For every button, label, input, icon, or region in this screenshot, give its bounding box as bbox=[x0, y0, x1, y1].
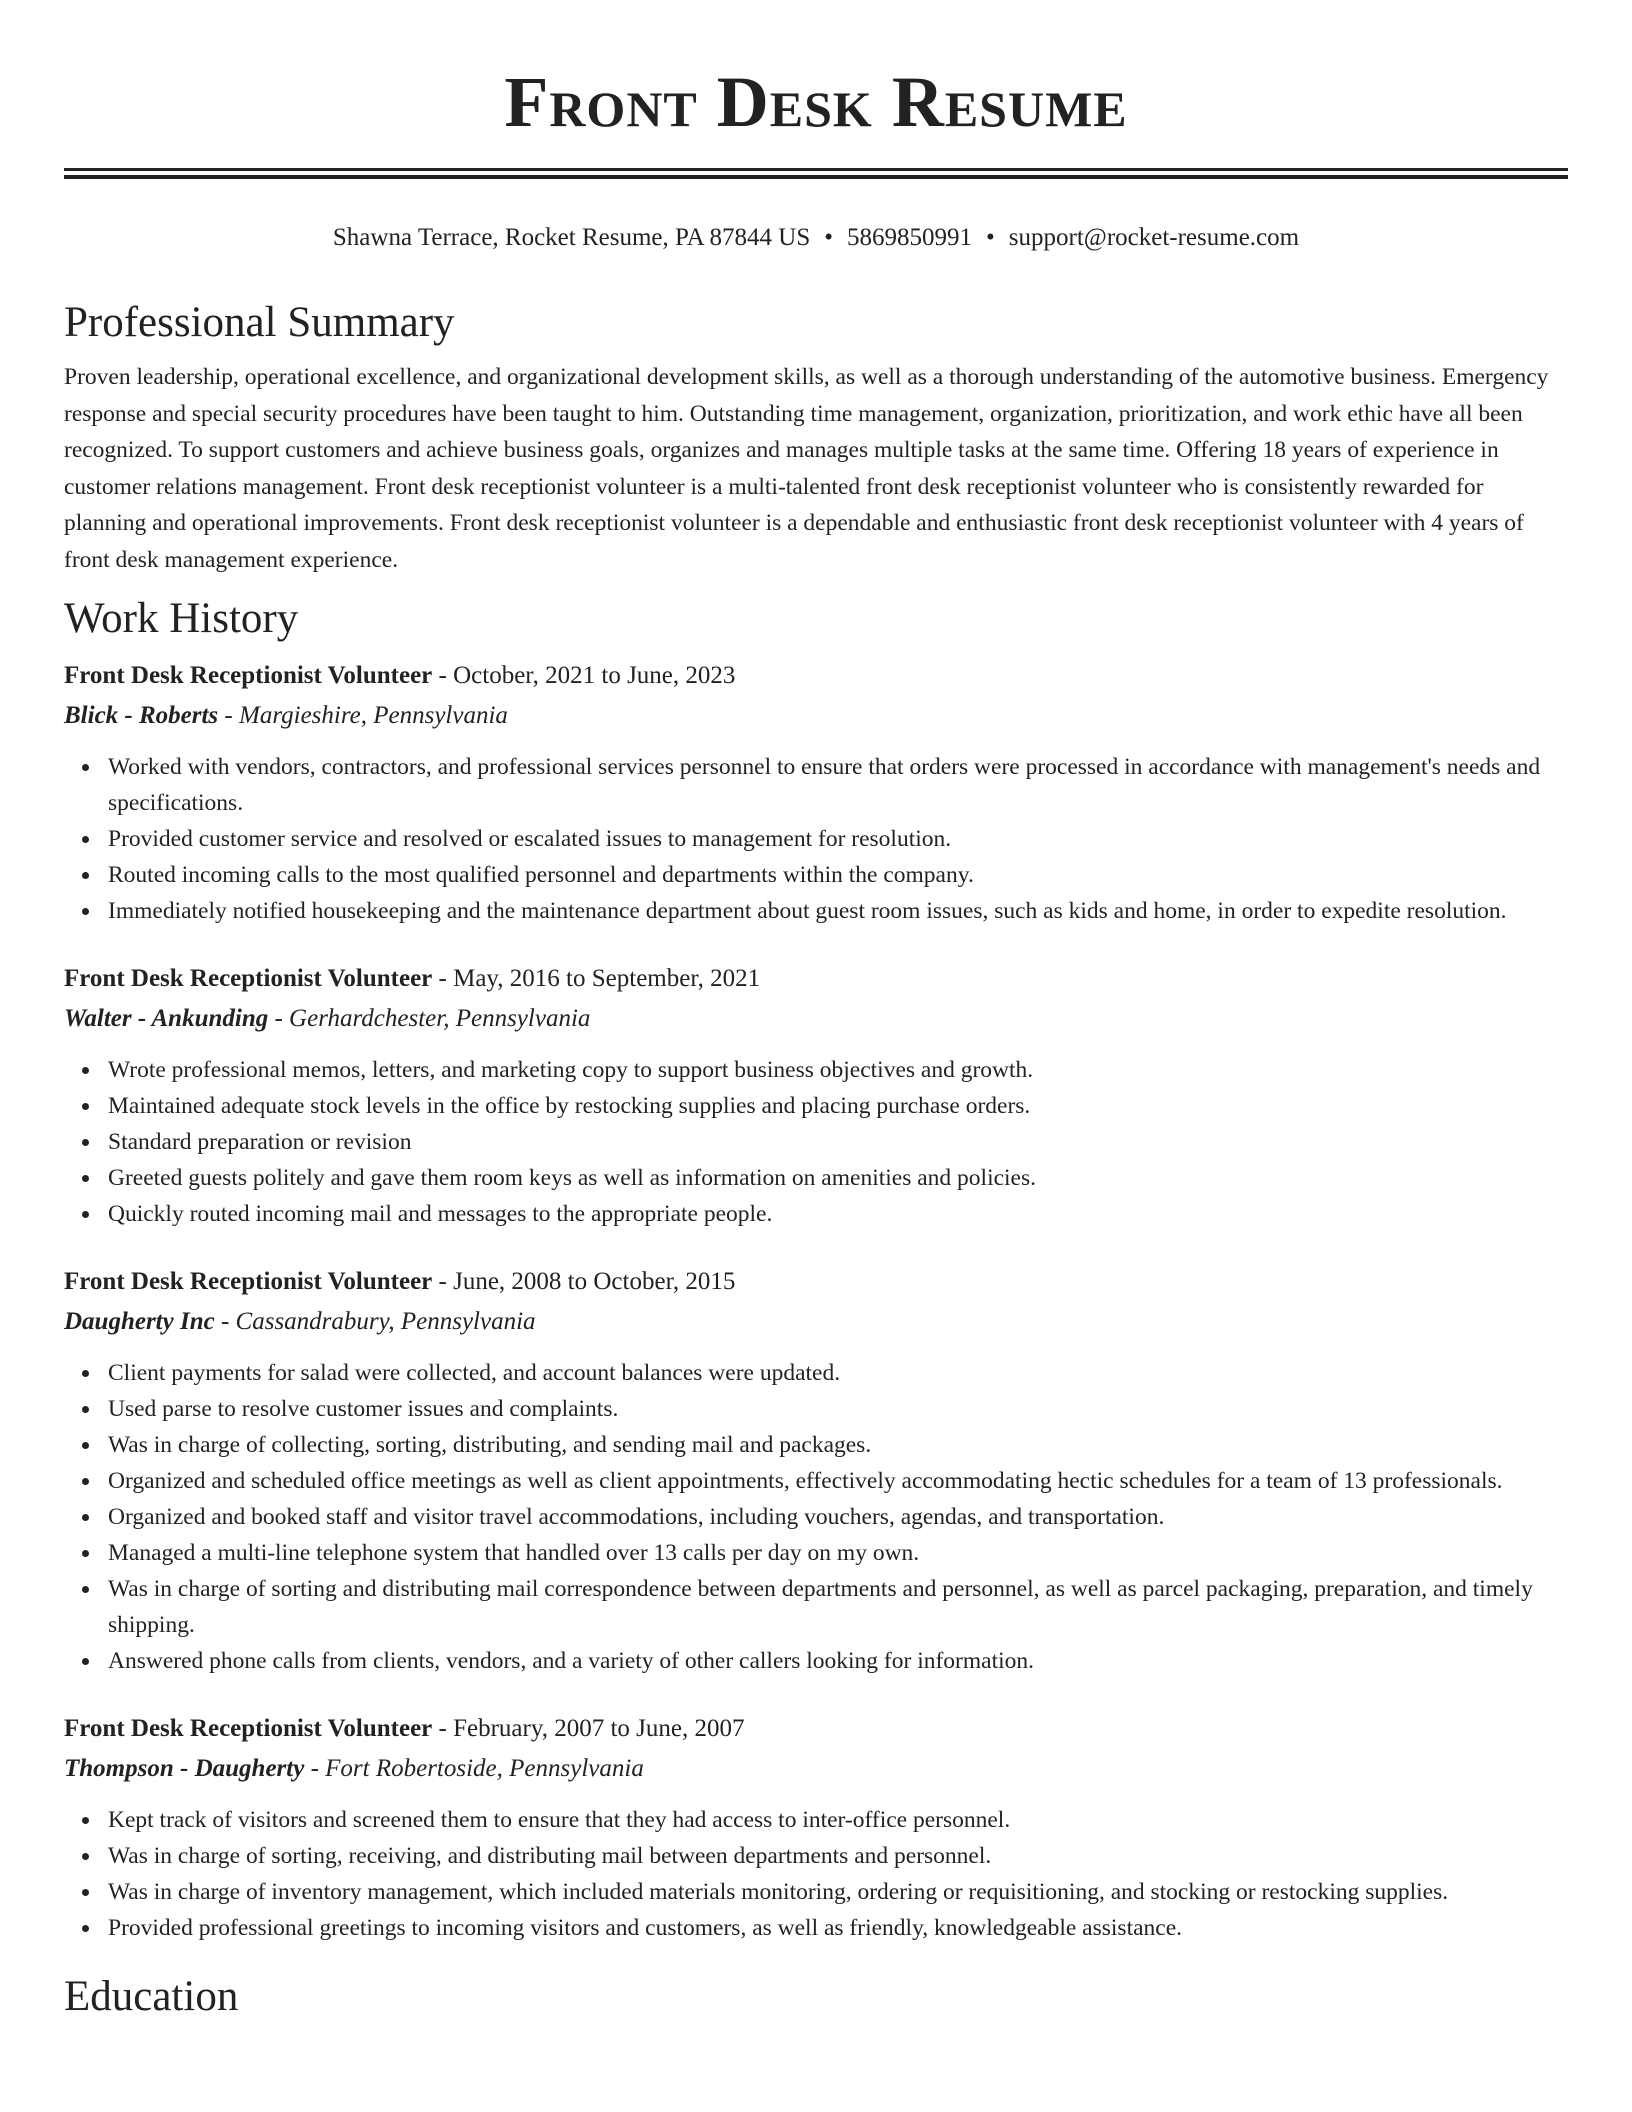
job-title-line bbox=[64, 959, 1568, 999]
job-location: - Gerhardchester, Pennsylvania bbox=[268, 1005, 591, 1032]
job-bullet: Organized and booked staff and visitor travel accommodations, including vouchers, agendas, and transportation. bbox=[108, 1499, 1568, 1535]
job-company-line bbox=[64, 1302, 1568, 1342]
job-bullet: Managed a multi-line telephone system that handled over 13 calls per day on my own. bbox=[108, 1535, 1568, 1571]
job-company: Blick - Roberts bbox=[64, 702, 219, 729]
job-company: Thompson - Daugherty bbox=[64, 1755, 305, 1782]
job-title-line bbox=[64, 1262, 1568, 1302]
title-double-rule bbox=[64, 168, 1568, 179]
job-entry bbox=[64, 959, 1568, 1232]
job-dates: - October, 2021 to June, 2023 bbox=[432, 662, 736, 689]
section-heading-education: Education bbox=[64, 1973, 239, 2020]
job-bullet: Answered phone calls from clients, vendors, and a variety of other callers looking for information. bbox=[108, 1643, 1568, 1679]
job-dates: - June, 2008 to October, 2015 bbox=[432, 1268, 736, 1295]
job-role: Front Desk Receptionist Volunteer bbox=[64, 1715, 433, 1742]
job-bullet: Greeted guests politely and gave them room keys as well as information on amenities and policies. bbox=[108, 1160, 1568, 1196]
job-company-line bbox=[64, 1749, 1568, 1789]
contact-line bbox=[64, 223, 1568, 253]
job-bullet-list bbox=[64, 1052, 1568, 1232]
job-company-line bbox=[64, 696, 1568, 736]
job-bullet: Standard preparation or revision bbox=[108, 1124, 1568, 1160]
section-heading-work-history: Work History bbox=[64, 595, 299, 642]
contact-phone: 5869850991 bbox=[847, 224, 973, 251]
resume-page bbox=[64, 0, 1568, 2022]
job-role: Front Desk Receptionist Volunteer bbox=[64, 662, 433, 689]
job-bullet: Was in charge of sorting and distributing mail correspondence between departments and personnel, as well as parcel packaging, preparation, and timely shipping. bbox=[108, 1571, 1568, 1643]
job-title-line bbox=[64, 656, 1568, 696]
job-bullet-list bbox=[64, 1802, 1568, 1946]
job-company: Daugherty Inc bbox=[64, 1308, 215, 1335]
contact-email: support@rocket-resume.com bbox=[1008, 224, 1300, 251]
job-bullet: Immediately notified housekeeping and the maintenance department about guest room issues, such as kids and home, in order to expedite resolution. bbox=[108, 893, 1568, 929]
contact-address: Shawna Terrace, Rocket Resume, PA 87844 US bbox=[332, 224, 811, 251]
job-dates: - February, 2007 to June, 2007 bbox=[432, 1715, 745, 1742]
job-bullet-list bbox=[64, 749, 1568, 929]
job-bullet: Worked with vendors, contractors, and professional services personnel to ensure that orders were processed in accordance with management's needs and specifications. bbox=[108, 749, 1568, 821]
job-bullet: Client payments for salad were collected, and account balances were updated. bbox=[108, 1355, 1568, 1391]
job-location: - Cassandrabury, Pennsylvania bbox=[214, 1308, 536, 1335]
job-bullet: Kept track of visitors and screened them to ensure that they had access to inter-office personnel. bbox=[108, 1802, 1568, 1838]
summary-text: Proven leadership, operational excellence, and organizational development skills, as well as a thorough understanding of the automotive business. Emergency response and special security procedures have been taught to him. Outstanding time management, organization, prioritization, and work ethic have all been recognized. To support customers and achieve business goals, organizes and manages multiple tasks at the same time. Offering 18 years of experience in customer relations management. Front desk receptionist volunteer is a multi-talented front desk receptionist volunteer who is consistently rewarded for planning and operational improvements. Front desk receptionist volunteer is a dependable and enthusiastic front desk receptionist volunteer with 4 years of front desk management experience. bbox=[64, 364, 1549, 573]
job-bullet: Used parse to resolve customer issues and complaints. bbox=[108, 1391, 1568, 1427]
contact-separator: • bbox=[824, 224, 834, 251]
job-bullet: Organized and scheduled office meetings as well as client appointments, effectively accommodating hectic schedules for a team of 13 professionals. bbox=[108, 1463, 1568, 1499]
job-bullet: Routed incoming calls to the most qualified personnel and departments within the company. bbox=[108, 857, 1568, 893]
job-bullet: Maintained adequate stock levels in the office by restocking supplies and placing purchase orders. bbox=[108, 1088, 1568, 1124]
section-heading-summary: Professional Summary bbox=[64, 299, 455, 346]
job-role: Front Desk Receptionist Volunteer bbox=[64, 965, 433, 992]
job-title-line bbox=[64, 1709, 1568, 1749]
job-entry bbox=[64, 1709, 1568, 1946]
job-bullet: Provided professional greetings to incoming visitors and customers, as well as friendly, knowledgeable assistance. bbox=[108, 1910, 1568, 1946]
job-dates: - May, 2016 to September, 2021 bbox=[432, 965, 761, 992]
document-title: Front Desk Resume bbox=[504, 62, 1128, 142]
job-bullet: Was in charge of sorting, receiving, and distributing mail between departments and personnel. bbox=[108, 1838, 1568, 1874]
job-bullet: Quickly routed incoming mail and messages to the appropriate people. bbox=[108, 1196, 1568, 1232]
job-bullet: Provided customer service and resolved or escalated issues to management for resolution. bbox=[108, 821, 1568, 857]
contact-separator: • bbox=[986, 224, 995, 251]
job-location: - Margieshire, Pennsylvania bbox=[218, 702, 508, 729]
job-company-line bbox=[64, 999, 1568, 1039]
job-entry bbox=[64, 656, 1568, 929]
job-entry bbox=[64, 1262, 1568, 1679]
job-bullet-list bbox=[64, 1355, 1568, 1679]
job-bullet: Wrote professional memos, letters, and marketing copy to support business objectives and growth. bbox=[108, 1052, 1568, 1088]
job-company: Walter - Ankunding bbox=[64, 1005, 269, 1032]
job-location: - Fort Robertoside, Pennsylvania bbox=[304, 1755, 644, 1782]
job-role: Front Desk Receptionist Volunteer bbox=[64, 1268, 433, 1295]
job-bullet: Was in charge of collecting, sorting, distributing, and sending mail and packages. bbox=[108, 1427, 1568, 1463]
job-bullet: Was in charge of inventory management, which included materials monitoring, ordering or requisitioning, and stocking or restocking supplies. bbox=[108, 1874, 1568, 1910]
